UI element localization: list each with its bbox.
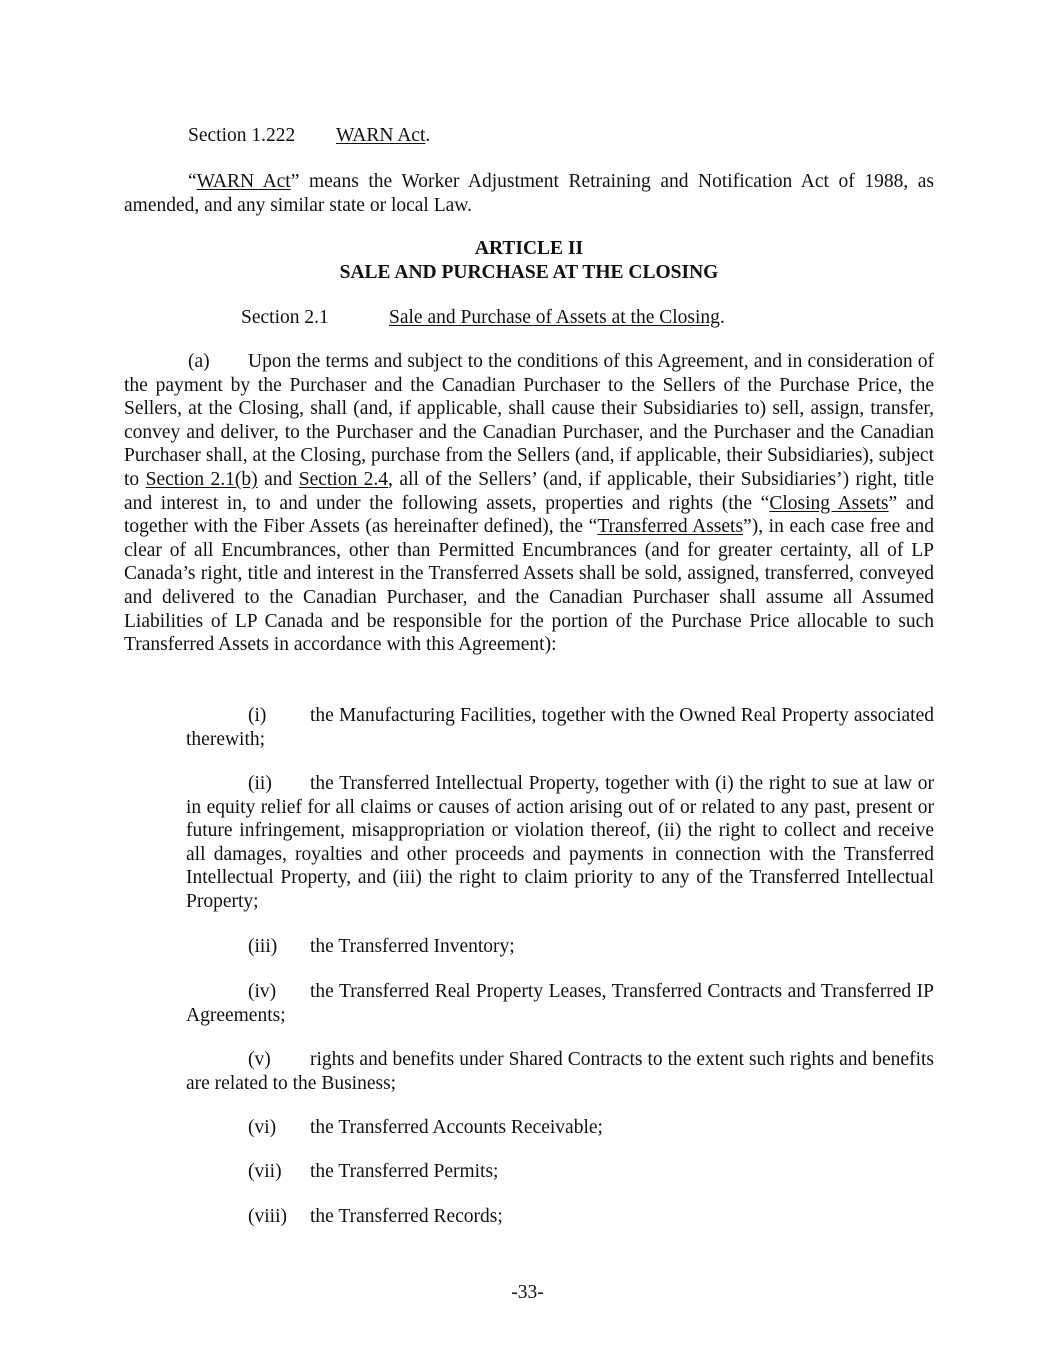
article-title: SALE AND PURCHASE AT THE CLOSING xyxy=(339,262,719,283)
warn-act-definition: “WARN Act” means the Worker Adjustment Retraining and Notification Act of 1988, as amended, and any similar state or local Law. xyxy=(124,171,935,216)
item-label: (v) xyxy=(248,1049,271,1070)
section-title: Sale and Purchase of Assets at the Closing xyxy=(389,307,720,328)
list-item: (v) rights and benefits under Shared Contracts to the extent such rights and benefits are related to the Business; xyxy=(186,1049,934,1094)
section-number: Section 1.222 xyxy=(188,125,296,146)
list-item: (vii) the Transferred Permits; xyxy=(248,1161,499,1182)
item-label: (iv) xyxy=(248,981,277,1002)
list-item: (vi) the Transferred Accounts Receivable; xyxy=(248,1117,603,1138)
item-label: (vii) xyxy=(248,1161,282,1182)
list-item: (viii) the Transferred Records; xyxy=(248,1206,503,1227)
defined-term: WARN Act xyxy=(196,171,291,192)
defined-term: Transferred Assets xyxy=(597,516,744,538)
section-title: WARN Act xyxy=(336,125,426,146)
section-number: Section 2.1 xyxy=(241,307,329,328)
section-1-222-heading: Section 1.222 WARN Act. xyxy=(188,125,431,146)
list-item: (iii) the Transferred Inventory; xyxy=(248,936,515,957)
page-number: -33- xyxy=(511,1282,544,1303)
defined-term: Closing Assets xyxy=(769,492,889,514)
paragraph-a: (a) Upon the terms and subject to the conditions of this Agreement, and in consideration of the payment by the Purchaser and the Canadian Purchaser to the Sellers of the Purchase Price, the Sellers, at the Closing, shall (and, if applicable, shall cause their Subsidiaries to) sell, assign, transfer, convey and deliver, to the Purchaser and the Canadian Purchaser, and the Purchaser and the Canadian Purchaser shall, at the Closing, purchase from the Sellers (and, if applicable, their Subsidiaries), subject to Section 2.1(b) and Section 2.4, all of the Sellers’ (and, if applicable, their Subsidiaries’) right, title and interest in, to and under the following assets, properties and rights (the “Closing Assets” and together with the Fiber Assets (as hereinafter defined), the “Transferred Assets”), in each case free and clear of all Encumbrances, other than Permitted Encumbrances (and for greater certainty, all of LP Canada’s right, title and interest in the Transferred Assets shall be sold, assigned, transferred, conveyed and delivered to the Canadian Purchaser, and the Canadian Purchaser shall assume all Assumed Liabilities of LP Canada and be responsible for the portion of the Purchase Price allocable to such Transferred Assets in accordance with this Agreement): xyxy=(124,351,934,656)
item-label: (viii) xyxy=(248,1206,287,1227)
item-label: (ii) xyxy=(248,773,272,794)
list-item: (i) the Manufacturing Facilities, together with the Owned Real Property associated therewith; xyxy=(186,705,934,750)
cross-reference: Section 2.1(b) xyxy=(145,468,258,490)
list-item: (ii) the Transferred Intellectual Property, together with (i) the right to sue at law or in equity relief for all claims or causes of action arising out of or related to any past, present or future infringement, misappropriation or violation thereof, (ii) the right to collect and receive all damages, royalties and other proceeds and payments in connection with the Transferred Intellectual Property, and (iii) the right to claim priority to any of the Transferred Intellectual Property; xyxy=(186,773,934,912)
paragraph-label: (a) xyxy=(188,351,210,372)
cross-reference: Section 2.4 xyxy=(298,468,389,490)
item-label: (vi) xyxy=(248,1117,277,1138)
section-2-1-heading: Section 2.1 Sale and Purchase of Assets at the Closing. xyxy=(241,307,725,328)
item-label: (i) xyxy=(248,705,267,726)
item-label: (iii) xyxy=(248,936,278,957)
list-item: (iv) the Transferred Real Property Leases, Transferred Contracts and Transferred IP Agreements; xyxy=(186,981,934,1026)
article-heading: ARTICLE II xyxy=(474,238,584,259)
